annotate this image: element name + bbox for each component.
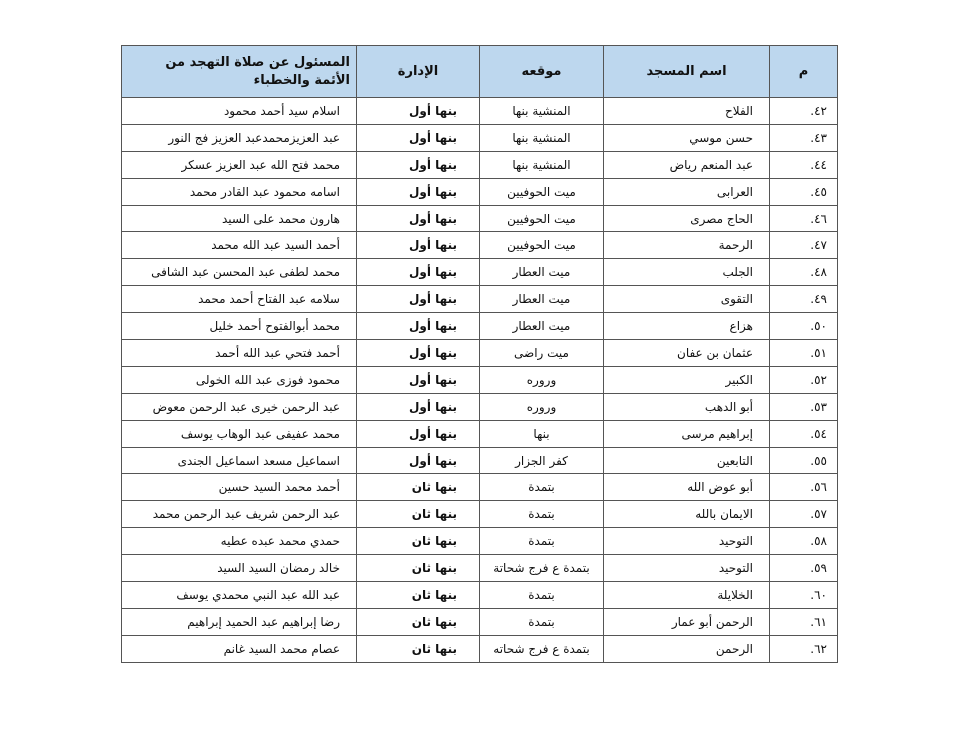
cell-responsible: عبد الله عبد النبي محمدي يوسف — [122, 582, 357, 609]
cell-responsible: أحمد السيد عبد الله محمد — [122, 232, 357, 259]
cell-administration: بنها أول — [357, 366, 480, 393]
cell-mosque-name: عثمان بن عفان — [604, 340, 770, 367]
cell-administration: بنها أول — [357, 313, 480, 340]
table-body — [122, 98, 838, 663]
table-row — [122, 420, 838, 447]
cell-location: وروره — [480, 393, 604, 420]
cell-location: المنشية بنها — [480, 151, 604, 178]
cell-mosque-name: أبو الدهب — [604, 393, 770, 420]
cell-administration: بنها أول — [357, 151, 480, 178]
cell-responsible: اسلام سيد أحمد محمود — [122, 98, 357, 125]
cell-administration: بنها أول — [357, 447, 480, 474]
cell-num: ٤٤. — [770, 151, 838, 178]
cell-mosque-name: حسن موسي — [604, 124, 770, 151]
header-location: موقعه — [480, 46, 604, 98]
cell-administration: بنها أول — [357, 98, 480, 125]
cell-mosque-name: الايمان بالله — [604, 501, 770, 528]
cell-responsible: عبد الرحمن شريف عبد الرحمن محمد — [122, 501, 357, 528]
cell-location: بتمدة — [480, 501, 604, 528]
table-row — [122, 178, 838, 205]
cell-administration: بنها أول — [357, 232, 480, 259]
cell-administration: بنها أول — [357, 340, 480, 367]
cell-mosque-name: الحاج مصرى — [604, 205, 770, 232]
cell-responsible: محمد عفيفى عبد الوهاب يوسف — [122, 420, 357, 447]
cell-location: بتمدة — [480, 528, 604, 555]
table-row — [122, 205, 838, 232]
cell-location: بتمدة — [480, 582, 604, 609]
cell-num: ٥٥. — [770, 447, 838, 474]
cell-location: ميت راضى — [480, 340, 604, 367]
table-row — [122, 528, 838, 555]
cell-responsible: عبد الرحمن خيرى عبد الرحمن معوض — [122, 393, 357, 420]
cell-responsible: محمود فوزى عبد الله الخولى — [122, 366, 357, 393]
cell-mosque-name: التوحيد — [604, 555, 770, 582]
cell-location: بتمدة — [480, 474, 604, 501]
cell-location: ميت العطار — [480, 259, 604, 286]
cell-num: ٥٩. — [770, 555, 838, 582]
cell-administration: بنها أول — [357, 393, 480, 420]
table-row — [122, 635, 838, 662]
cell-administration: بنها ثان — [357, 635, 480, 662]
cell-responsible: رضا إبراهيم عبد الحميد إبراهيم — [122, 608, 357, 635]
table-row — [122, 232, 838, 259]
cell-location: ميت العطار — [480, 313, 604, 340]
table-row — [122, 124, 838, 151]
table-row — [122, 259, 838, 286]
cell-administration: بنها أول — [357, 205, 480, 232]
cell-mosque-name: الخلايلة — [604, 582, 770, 609]
cell-responsible: هارون محمد على السيد — [122, 205, 357, 232]
cell-num: ٥٣. — [770, 393, 838, 420]
table-row — [122, 286, 838, 313]
cell-mosque-name: العرابى — [604, 178, 770, 205]
table-row — [122, 393, 838, 420]
cell-mosque-name: الكبير — [604, 366, 770, 393]
cell-num: ٥١. — [770, 340, 838, 367]
cell-responsible: عصام محمد السيد غانم — [122, 635, 357, 662]
cell-administration: بنها ثان — [357, 582, 480, 609]
mosque-table — [121, 45, 838, 663]
cell-responsible: أحمد محمد السيد حسين — [122, 474, 357, 501]
cell-mosque-name: أبو عوض الله — [604, 474, 770, 501]
cell-administration: بنها ثان — [357, 474, 480, 501]
table-row — [122, 340, 838, 367]
cell-administration: بنها أول — [357, 178, 480, 205]
cell-num: ٤٨. — [770, 259, 838, 286]
cell-administration: بنها أول — [357, 124, 480, 151]
cell-location: بنها — [480, 420, 604, 447]
cell-location: المنشية بنها — [480, 98, 604, 125]
cell-responsible: أحمد فتحي عبد الله أحمد — [122, 340, 357, 367]
cell-mosque-name: الرحمة — [604, 232, 770, 259]
table-row — [122, 608, 838, 635]
cell-administration: بنها أول — [357, 286, 480, 313]
cell-location: المنشية بنها — [480, 124, 604, 151]
cell-mosque-name: الجلب — [604, 259, 770, 286]
cell-mosque-name: الفلاح — [604, 98, 770, 125]
cell-num: ٤٩. — [770, 286, 838, 313]
cell-num: ٦٢. — [770, 635, 838, 662]
cell-num: ٦٠. — [770, 582, 838, 609]
cell-administration: بنها ثان — [357, 501, 480, 528]
cell-mosque-name: عبد المنعم رياض — [604, 151, 770, 178]
cell-mosque-name: التابعين — [604, 447, 770, 474]
cell-responsible: محمد أبوالفتوح أحمد خليل — [122, 313, 357, 340]
cell-location: ميت الحوفيين — [480, 178, 604, 205]
table-row — [122, 366, 838, 393]
header-num: م — [770, 46, 838, 98]
table-row — [122, 447, 838, 474]
cell-num: ٤٢. — [770, 98, 838, 125]
cell-administration: بنها ثان — [357, 555, 480, 582]
cell-location: بتمدة ع فرج شحاتة — [480, 555, 604, 582]
cell-num: ٤٣. — [770, 124, 838, 151]
mosque-table-container — [121, 45, 837, 663]
cell-mosque-name: إبراهيم مرسى — [604, 420, 770, 447]
cell-mosque-name: التقوى — [604, 286, 770, 313]
header-mosque: اسم المسجد — [604, 46, 770, 98]
table-row — [122, 151, 838, 178]
cell-administration: بنها أول — [357, 259, 480, 286]
cell-num: ٥٦. — [770, 474, 838, 501]
header-admin: الإدارة — [357, 46, 480, 98]
table-row — [122, 555, 838, 582]
header-responsible: المسئول عن صلاة التهجد من الأئمة والخطباء — [122, 46, 357, 98]
cell-responsible: حمدي محمد عبده عطيه — [122, 528, 357, 555]
cell-responsible: اسماعيل مسعد اسماعيل الجندى — [122, 447, 357, 474]
cell-num: ٦١. — [770, 608, 838, 635]
cell-location: ميت الحوفيين — [480, 205, 604, 232]
cell-num: ٥٤. — [770, 420, 838, 447]
cell-responsible: محمد فتح الله عبد العزيز عسكر — [122, 151, 357, 178]
cell-responsible: محمد لطفى عبد المحسن عبد الشافى — [122, 259, 357, 286]
cell-administration: بنها أول — [357, 420, 480, 447]
cell-num: ٥٨. — [770, 528, 838, 555]
cell-administration: بنها ثان — [357, 608, 480, 635]
cell-num: ٤٦. — [770, 205, 838, 232]
table-header-row — [122, 46, 838, 98]
table-row — [122, 582, 838, 609]
cell-mosque-name: الرحمن أبو عمار — [604, 608, 770, 635]
cell-administration: بنها ثان — [357, 528, 480, 555]
cell-responsible: عبد العزيزمحمدعبد العزيز فج النور — [122, 124, 357, 151]
cell-num: ٥٠. — [770, 313, 838, 340]
cell-location: ميت العطار — [480, 286, 604, 313]
table-row — [122, 98, 838, 125]
cell-responsible: سلامه عبد الفتاح أحمد محمد — [122, 286, 357, 313]
cell-responsible: خالد رمضان السيد السيد — [122, 555, 357, 582]
cell-num: ٥٧. — [770, 501, 838, 528]
cell-num: ٤٧. — [770, 232, 838, 259]
table-row — [122, 474, 838, 501]
cell-responsible: اسامه محمود عبد القادر محمد — [122, 178, 357, 205]
cell-location: بتمدة ع فرج شحاته — [480, 635, 604, 662]
cell-mosque-name: هزاع — [604, 313, 770, 340]
cell-location: كفر الجزار — [480, 447, 604, 474]
cell-location: وروره — [480, 366, 604, 393]
table-row — [122, 313, 838, 340]
table-row — [122, 501, 838, 528]
cell-mosque-name: التوحيد — [604, 528, 770, 555]
cell-num: ٥٢. — [770, 366, 838, 393]
cell-num: ٤٥. — [770, 178, 838, 205]
cell-location: ميت الحوفيين — [480, 232, 604, 259]
cell-location: بتمدة — [480, 608, 604, 635]
cell-mosque-name: الرحمن — [604, 635, 770, 662]
